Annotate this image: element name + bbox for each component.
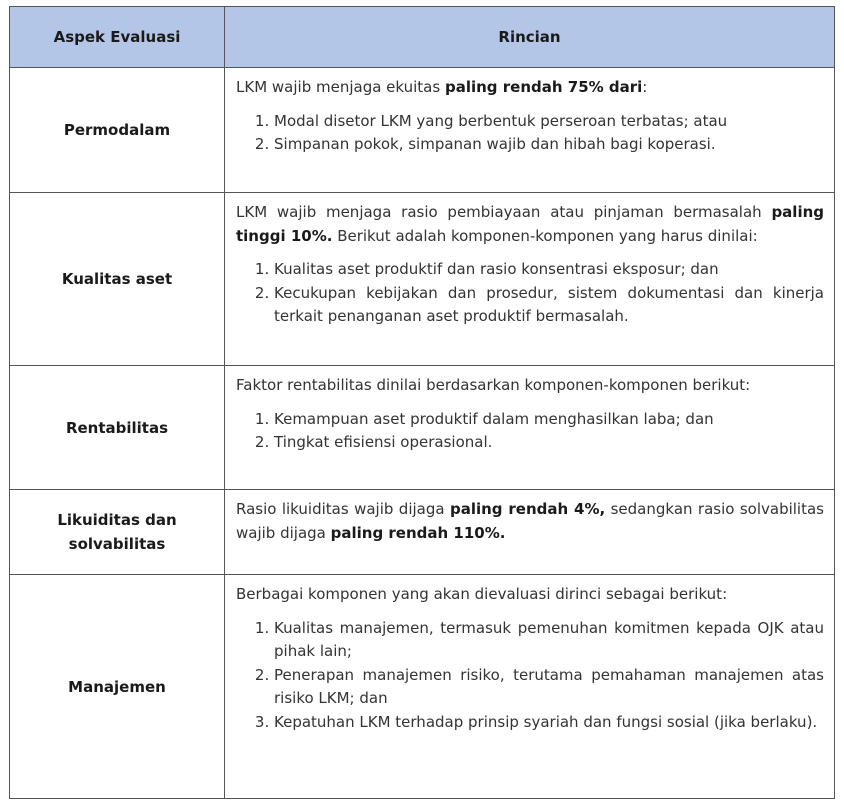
intro-text: LKM wajib menjaga ekuitas xyxy=(236,78,445,96)
aspect-cell: Manajemen xyxy=(10,575,225,799)
intro-text: sedangkan rasio solvabilitas wajib dijaga xyxy=(236,500,824,542)
header-aspect: Aspek Evaluasi xyxy=(10,7,225,68)
intro-text: Rasio likuiditas wajib dijaga xyxy=(236,500,450,518)
detail-intro xyxy=(236,76,824,100)
detail-list xyxy=(236,258,824,329)
aspect-cell: Kualitas aset xyxy=(10,193,225,366)
list-item: 2. Tingkat efisiensi operasional. xyxy=(274,431,824,455)
aspect-cell: Likuiditas dan solvabilitas xyxy=(10,490,225,575)
detail-list xyxy=(236,408,824,455)
list-item: 1. Modal disetor LKM yang berbentuk perseroan terbatas; atau xyxy=(274,110,824,134)
emphasis-text: paling rendah 75% dari xyxy=(444,78,643,96)
table-row xyxy=(10,366,835,490)
list-item: 1. Kemampuan aset produktif dalam menghasilkan laba; dan xyxy=(274,408,824,432)
evaluation-table xyxy=(9,6,835,799)
list-item: 3. Kepatuhan LKM terhadap prinsip syariah dan fungsi sosial (jika berlaku). xyxy=(274,711,824,735)
emphasis-text: paling tinggi 10%. xyxy=(236,203,824,245)
detail-list xyxy=(236,110,824,157)
detail-cell xyxy=(225,490,835,575)
header-row xyxy=(10,7,835,68)
intro-text: Faktor rentabilitas dinilai berdasarkan komponen-komponen berikut: xyxy=(236,376,751,394)
detail-intro xyxy=(236,583,824,607)
detail-cell xyxy=(225,366,835,490)
intro-text: Berbagai komponen yang akan dievaluasi dirinci sebagai berikut: xyxy=(236,585,728,603)
aspect-cell: Rentabilitas xyxy=(10,366,225,490)
aspect-cell: Permodalam xyxy=(10,68,225,193)
list-item: 2. Simpanan pokok, simpanan wajib dan hibah bagi koperasi. xyxy=(274,133,824,157)
table-row xyxy=(10,193,835,366)
list-item: 2. Penerapan manajemen risiko, terutama pemahaman manajemen atas risiko LKM; dan xyxy=(274,664,824,711)
detail-intro xyxy=(236,201,824,248)
detail-intro xyxy=(236,498,824,545)
detail-list xyxy=(236,617,824,735)
list-item: 1. Kualitas aset produktif dan rasio konsentrasi eksposur; dan xyxy=(274,258,824,282)
intro-text: : xyxy=(642,78,648,96)
detail-cell xyxy=(225,575,835,799)
list-item: 1. Kualitas manajemen, termasuk pemenuhan komitmen kepada OJK atau pihak lain; xyxy=(274,617,824,664)
detail-intro xyxy=(236,374,824,398)
intro-text: Berikut adalah komponen-komponen yang harus dinilai: xyxy=(332,226,758,245)
list-item: 2. Kecukupan kebijakan dan prosedur, sistem dokumentasi dan kinerja terkait penanganan aset produktif bermasalah. xyxy=(274,282,824,329)
intro-text: LKM wajib menjaga rasio pembiayaan atau pinjaman bermasalah xyxy=(236,203,772,221)
detail-cell xyxy=(225,68,835,193)
table-row xyxy=(10,575,835,799)
emphasis-text: paling rendah 110%. xyxy=(330,523,506,542)
detail-cell xyxy=(225,193,835,366)
table-row xyxy=(10,68,835,193)
emphasis-text: paling rendah 4%, xyxy=(449,500,606,518)
table-row xyxy=(10,490,835,575)
header-detail: Rincian xyxy=(225,7,835,68)
